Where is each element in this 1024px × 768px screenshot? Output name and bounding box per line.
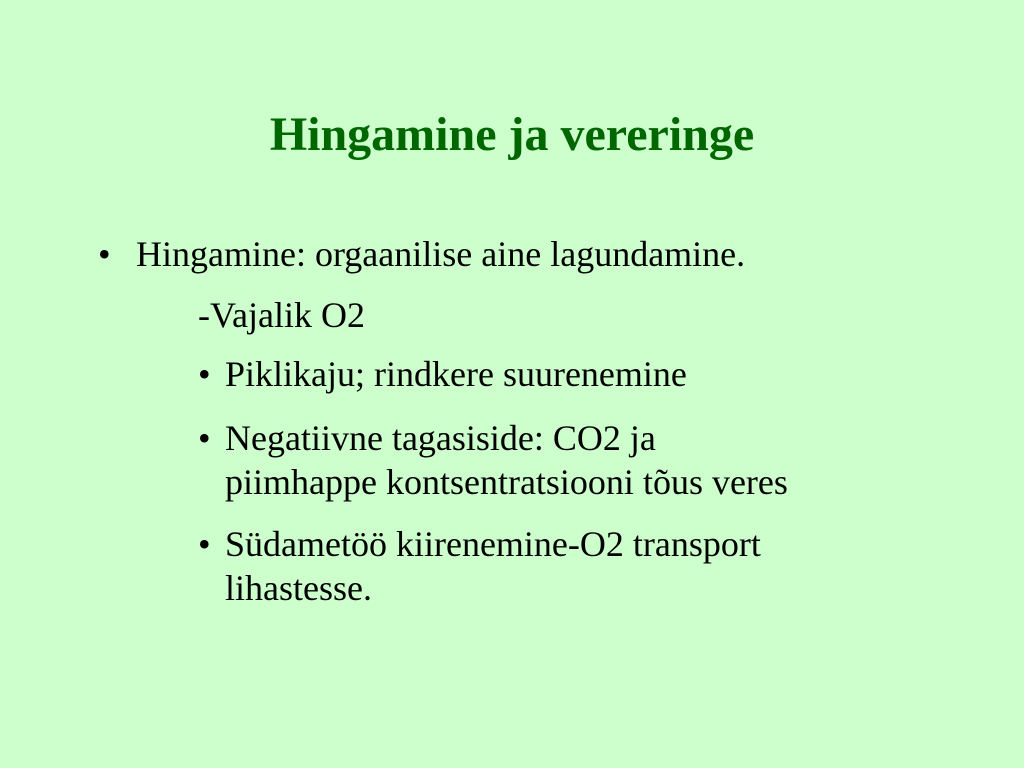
sub-bullet-3-line-2: lihastesse. xyxy=(225,568,372,608)
sub-bullet-marker: • xyxy=(198,524,211,564)
sub-note: -Vajalik O2 xyxy=(198,295,365,335)
slide-title: Hingamine ja vereringe xyxy=(269,108,755,161)
sub-bullet-2-line-1: Negatiivne tagasiside: CO2 ja xyxy=(225,418,656,458)
sub-bullet-1-line-1: Piklikaju; rindkere suurenemine xyxy=(225,354,687,394)
sub-bullet-3-line-1: Südametöö kiirenemine-O2 transport xyxy=(225,524,761,564)
main-bullet-text: Hingamine: orgaanilise aine lagundamine. xyxy=(136,234,746,274)
main-bullet-marker: • xyxy=(98,234,111,274)
sub-bullet-2-line-2: piimhappe kontsentratsiooni tõus veres xyxy=(225,462,788,502)
sub-bullet-marker: • xyxy=(198,418,211,458)
sub-bullet-marker: • xyxy=(198,354,211,394)
